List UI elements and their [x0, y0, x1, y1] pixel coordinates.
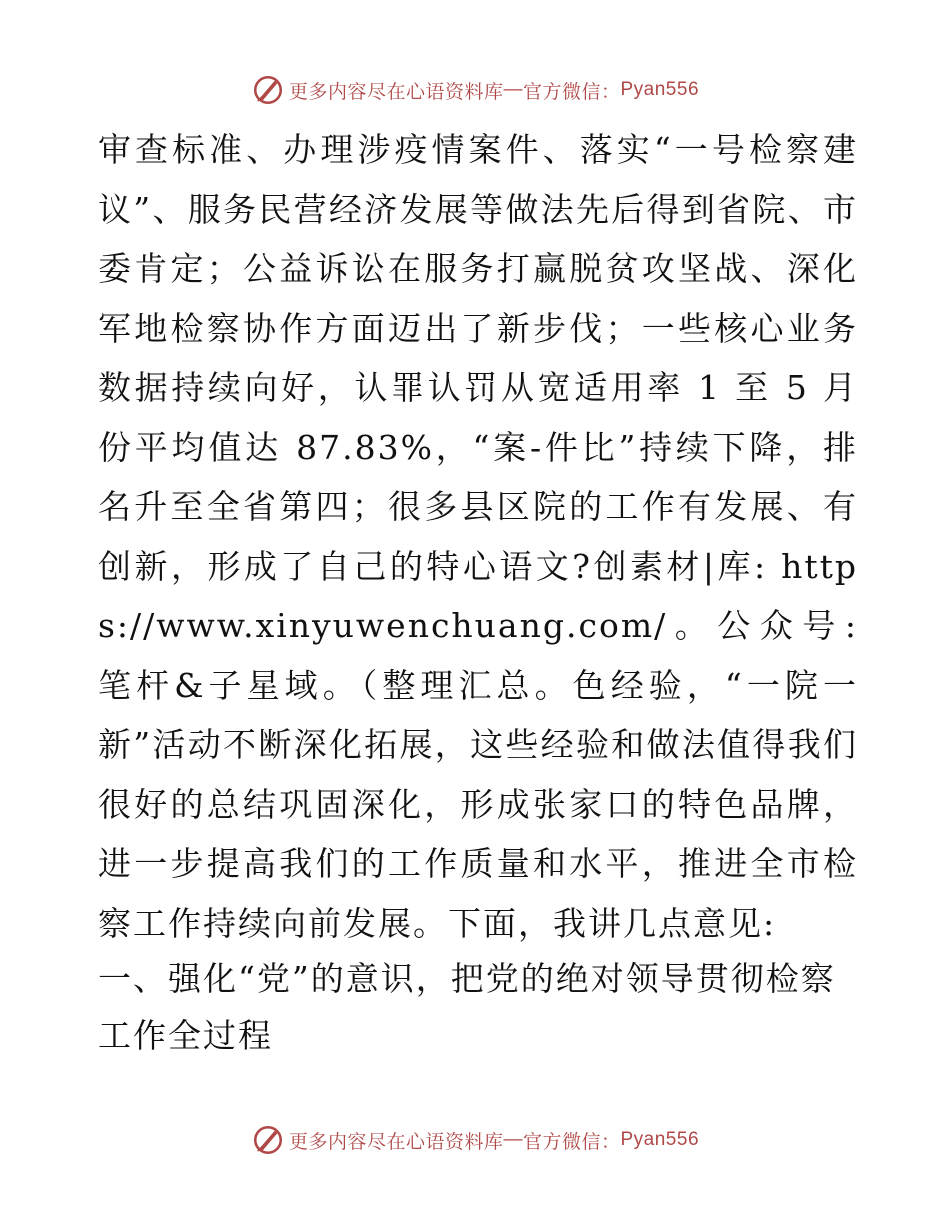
banner-separator: — [503, 1129, 523, 1150]
quill-pen-logo-icon [251, 1123, 285, 1157]
quill-pen-logo-icon [251, 73, 285, 107]
banner-main-text: 更多内容尽在心语资料库 [288, 1131, 504, 1153]
banner-separator: — [503, 79, 523, 100]
document-body [98, 120, 858, 953]
body-paragraph: 审查标准、办理涉疫情案件、落实“一号检察建议”、服务民营经济发展等做法先后得到省院、市委肯定；公益诉讼在服务打赢脱贫攻坚战、深化军地检察协作方面迈出了新步伐；一些核心业务数据持续向好，认罪认罚从宽适用率 1 至 5 月份平均值达 87.83%，“案-件比”持续下降，排名升至全省第四；很多县区院的工作有发展、有创新，形成了自己的特心语文?创素材|库: https://www.xinyuwenchuang.com/。公众号: 笔杆&子星域。（整理汇总。色经验，“一院一新”活动不断深化拓展，这些经验和做法值得我们很好的总结巩固深化，形成张家口的特色品牌，进一步提高我们的工作质量和水平，推进全市检察工作持续向前发展。下面，我讲几点意见: [98, 130, 858, 943]
footer-watermark-banner [0, 1122, 950, 1158]
banner-handle: Pyan556 [620, 1129, 700, 1150]
banner-handle: Pyan556 [620, 79, 700, 100]
banner-sub-text: 官方微信： [522, 1131, 621, 1153]
banner-main-text: 更多内容尽在心语资料库 [288, 81, 504, 103]
section-heading-text: 一、强化“党”的意识，把党的绝对领导贯彻检察工作全过程 [98, 959, 836, 1055]
section-heading [98, 950, 858, 1064]
banner-sub-text: 官方微信： [522, 81, 621, 103]
header-watermark-banner [0, 72, 950, 108]
